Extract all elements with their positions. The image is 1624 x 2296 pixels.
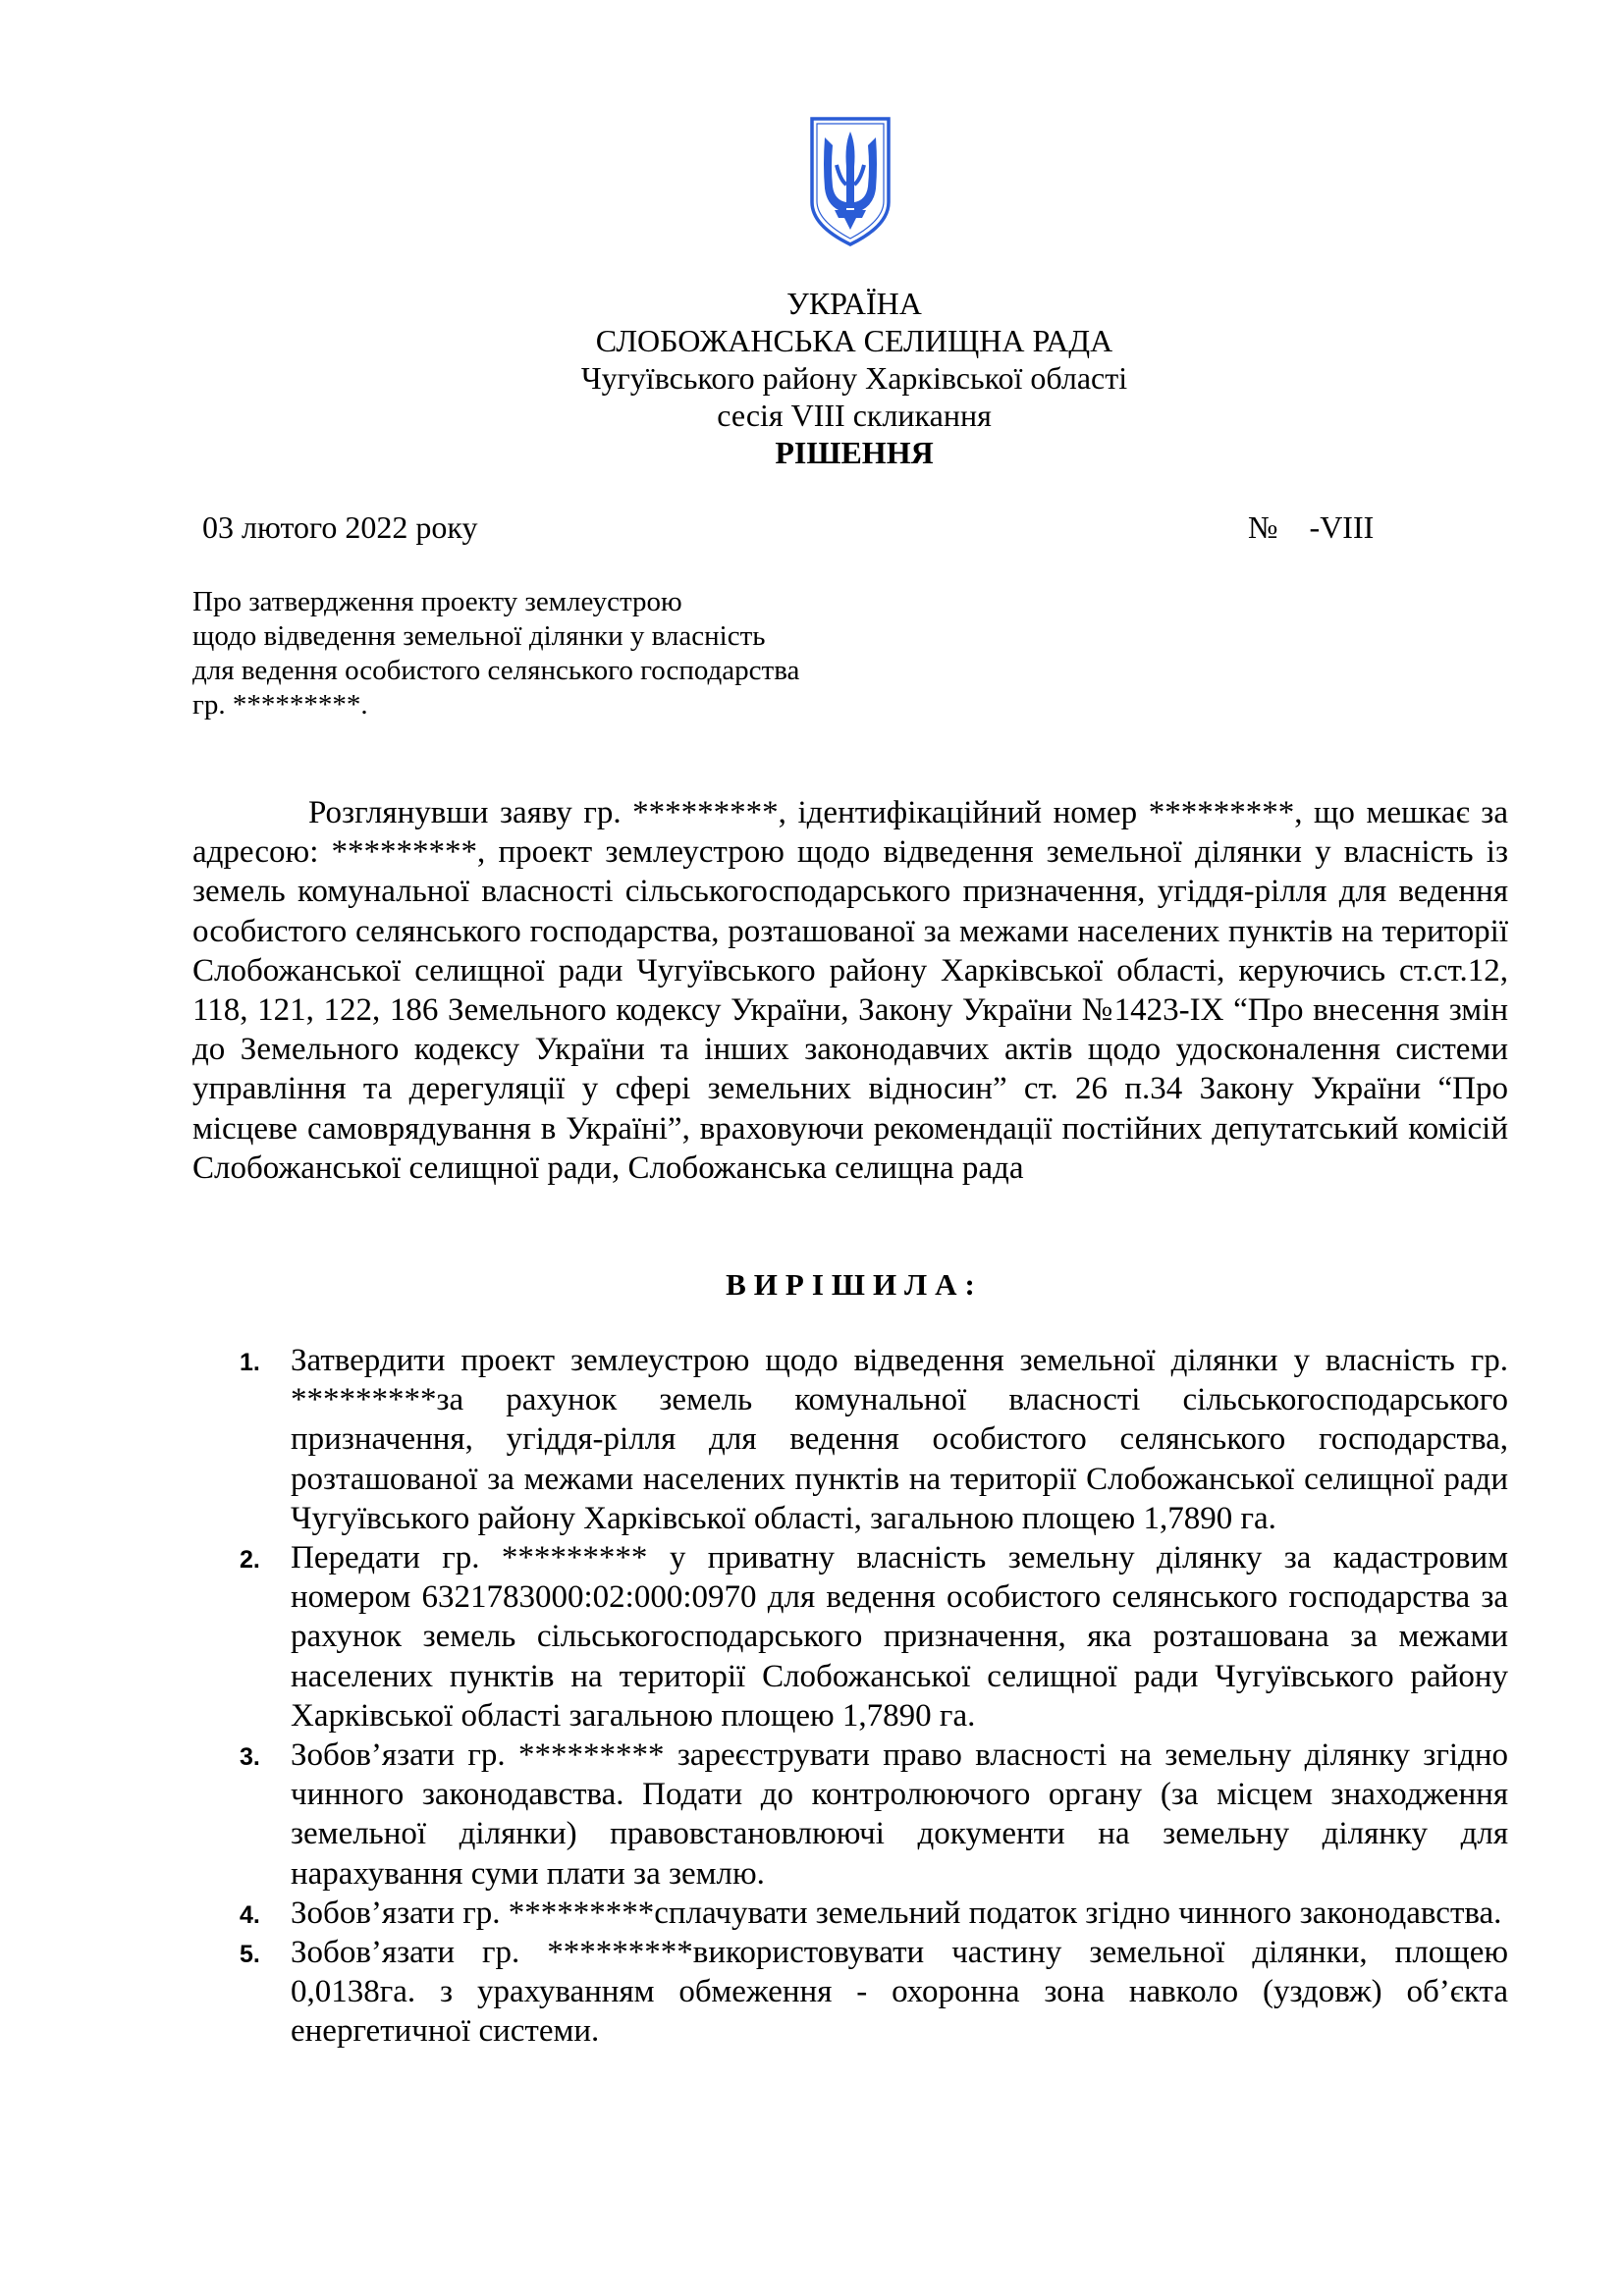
item-number: 3. <box>240 1743 260 1772</box>
decision-item <box>192 1341 1508 1538</box>
item-number: 2. <box>240 1546 260 1575</box>
item-text: Зобов’язати гр. ********* зареєструвати право власності на земельну ділянку згідно чинного законодавства. Подати до контролюючого органу (за місцем знаходження земельної ділянки) правовстановлюючі документи на земельну ділянку для нарахування суми плати за землю. <box>291 1737 1508 1892</box>
document-header <box>0 285 1624 471</box>
decision-item <box>192 1538 1508 1735</box>
decision-item <box>192 1894 1508 1933</box>
decision-number: № -VIII <box>1248 509 1375 545</box>
subject-line: гр. *********. <box>192 689 368 721</box>
item-text: Затвердити проект землеустрою щодо відведення земельної ділянки у власність гр. *********за рахунок земель комунальної власності сільськогосподарського призначення, угіддя-рілля для ведення особистого селянського господарства, розташованої за межами населених пунктів на території Слобожанської селищної ради Чугуївського району Харківської області, загальною площею 1,7890 га. <box>291 1343 1508 1536</box>
decision-date: 03 лютого 2022 року <box>202 509 478 545</box>
district-name: Чугуївського району Харківської області <box>580 360 1128 396</box>
item-text: Передати гр. ********* у приватну власність земельну ділянку за кадастровим номером 6321783000:02:000:0970 для ведення особистого селянського господарства за рахунок земель сільськогосподарського призначення, яка розташована за межами населених пунктів на території Слобожанської селищної ради Чугуївського району Харківської області загальною площею 1,7890 га. <box>291 1540 1508 1734</box>
decision-item <box>192 1933 1508 2052</box>
decision-subject <box>192 585 978 722</box>
subject-line: щодо відведення земельної ділянки у власність <box>192 620 766 652</box>
subject-line: Про затвердження проекту землеустрою <box>192 586 682 617</box>
country-name: УКРАЇНА <box>786 286 922 321</box>
item-number: 1. <box>240 1349 260 1376</box>
decision-items-list <box>192 1341 1508 2052</box>
item-text: Зобов’язати гр. *********сплачувати земельний податок згідно чинного законодавства. <box>291 1895 1502 1931</box>
session-name: сесія VIII скликання <box>717 398 992 433</box>
trident-coat-of-arms-icon <box>809 116 892 247</box>
item-number: 5. <box>240 1941 260 1969</box>
date-number-row <box>202 508 1380 546</box>
decided-heading: ВИРІШИЛА: <box>726 1267 983 1302</box>
document-type: РІШЕННЯ <box>775 435 934 470</box>
preamble-paragraph: Розглянувши заяву гр. *********, ідентифікаційний номер *********, що мешкає за адресою: *********, проект землеустрою щодо відведення земельної ділянки у власність із земель комунальної власності сільськогосподарського призначення, угіддя-рілля для ведення особистого селянського господарства, розташованої за межами населених пунктів на території Слобожанської селищної ради Чугуївського району Харківської області, керуючись ст.ст.12, 118, 121, 122, 186 Земельного кодексу України, Закону України №1423-IX “Про внесення змін до Земельного кодексу України та інших законодавчих актів щодо удосконалення системи управління та дерегуляції у сфері земельних відносин” ст. 26 п.34 Закону України “Про місцеве самоврядування в Україні”, враховуючи рекомендації постійних депутатський комісій Слобожанської селищної ради, Слобожанська селищна рада <box>192 795 1508 1186</box>
subject-line: для ведення особистого селянського господарства <box>192 655 800 686</box>
decision-item <box>192 1735 1508 1894</box>
item-number: 4. <box>240 1900 260 1929</box>
council-name: СЛОБОЖАНСЬКА СЕЛИЩНА РАДА <box>595 323 1113 358</box>
item-text: Зобов’язати гр. *********використовувати частину земельної ділянки, площею 0,0138га. з урахуванням обмеження - охоронна зона навколо (уздовж) об’єкта енергетичної системи. <box>291 1935 1508 2050</box>
